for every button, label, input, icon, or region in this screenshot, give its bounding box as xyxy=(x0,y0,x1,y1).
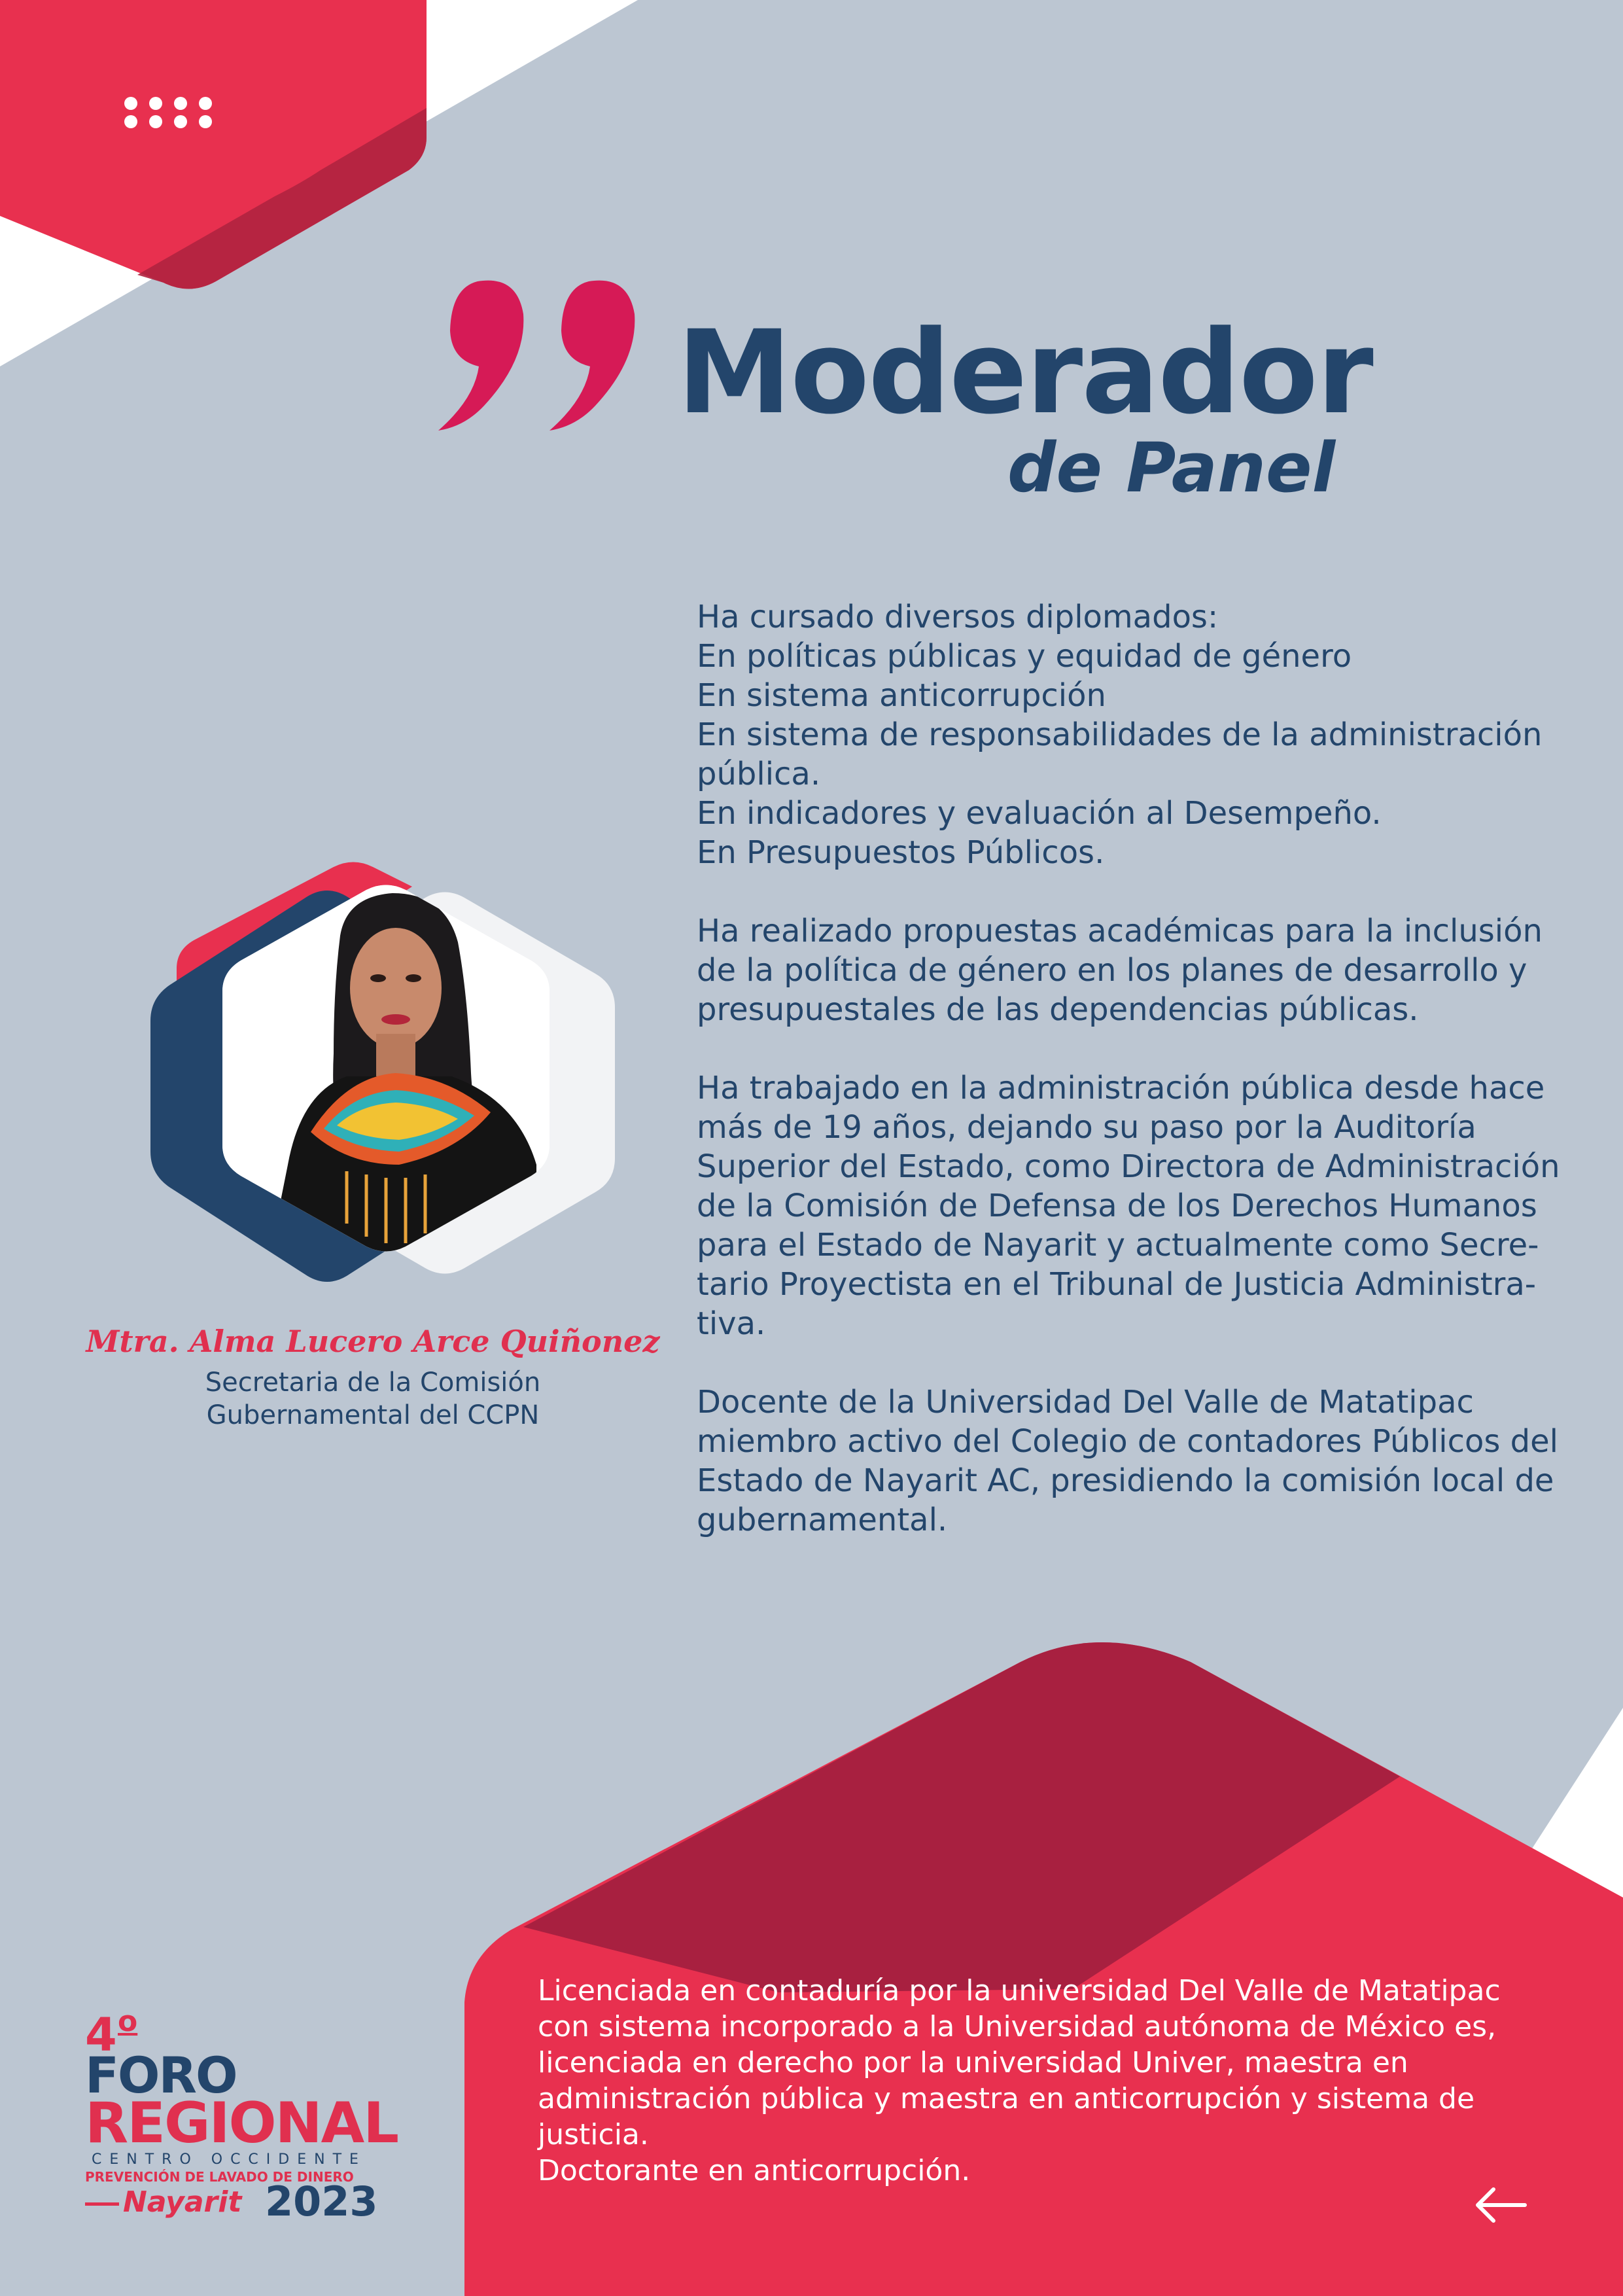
logo-ordinal: o xyxy=(118,2005,138,2038)
person-name: Mtra. Alma Lucero Arce Quiñonez xyxy=(86,1324,660,1359)
dots-grid-icon xyxy=(123,96,221,128)
bio-paragraph: Ha trabajado en la administración pública desde hace más de 19 años, dejando su paso por la Auditoría Superior del Estado, como Directora de Administración de la Comisión de Defensa de los Derechos Humanos para el Estado de Nayarit y actualmente como Secre-tario Proyectista en el Tribunal de Justicia Administra-tiva. xyxy=(697,1070,1560,1342)
logo-rule xyxy=(85,2202,119,2206)
footer-description: Licenciada en contaduría por la universidad Del Valle de Matatipac con sistema incorporado a la Universidad autónoma de México es, licenciada en derecho por la universidad Univer, maestra en administración pública y maestra en anticorrupción y sistema de justicia. Doctorante en anticorrupción. xyxy=(538,1974,1501,2187)
biography xyxy=(697,597,1560,1579)
person-role: Secretaria de la Comisión Gubernamental del CCPN xyxy=(205,1368,541,1430)
bio-paragraph: Docente de la Universidad Del Valle de Matatipac miembro activo del Colegio de contadores Públicos del Estado de Nayarit AC, presidiendo la comisión local de gubernamental. xyxy=(697,1384,1558,1538)
logo-city: Nayarit xyxy=(123,2185,242,2219)
page-title: Moderador xyxy=(677,306,1372,440)
bio-paragraph: Ha realizado propuestas académicas para la inclusión de la política de género en los planes de desarrollo y presupuestales de las dependencias públicas. xyxy=(697,913,1543,1028)
closing-quote-icon xyxy=(425,275,648,438)
arrow-left-icon[interactable] xyxy=(1475,2185,1527,2225)
logo-foro: FORO xyxy=(85,2046,237,2104)
logo-number: 4 xyxy=(85,2008,117,2062)
logo-prevencion: PREVENCIÓN DE LAVADO DE DINERO xyxy=(85,2169,354,2185)
logo-centro-occidente: CENTRO OCCIDENTE xyxy=(92,2151,366,2168)
bio-paragraph: Ha cursado diversos diplomados: En políticas públicas y equidad de género En sistema anticorrupción En sistema de responsabilidades de la administración pública. En indicadores y evaluación al Desempeño. En Presupuestos Públicos. xyxy=(697,599,1543,871)
portrait-photo xyxy=(150,857,628,1296)
event-logo xyxy=(85,2005,399,2225)
page-subtitle: de Panel xyxy=(1007,428,1336,508)
logo-regional: REGIONAL xyxy=(85,2091,398,2156)
logo-year: 2023 xyxy=(265,2178,378,2225)
